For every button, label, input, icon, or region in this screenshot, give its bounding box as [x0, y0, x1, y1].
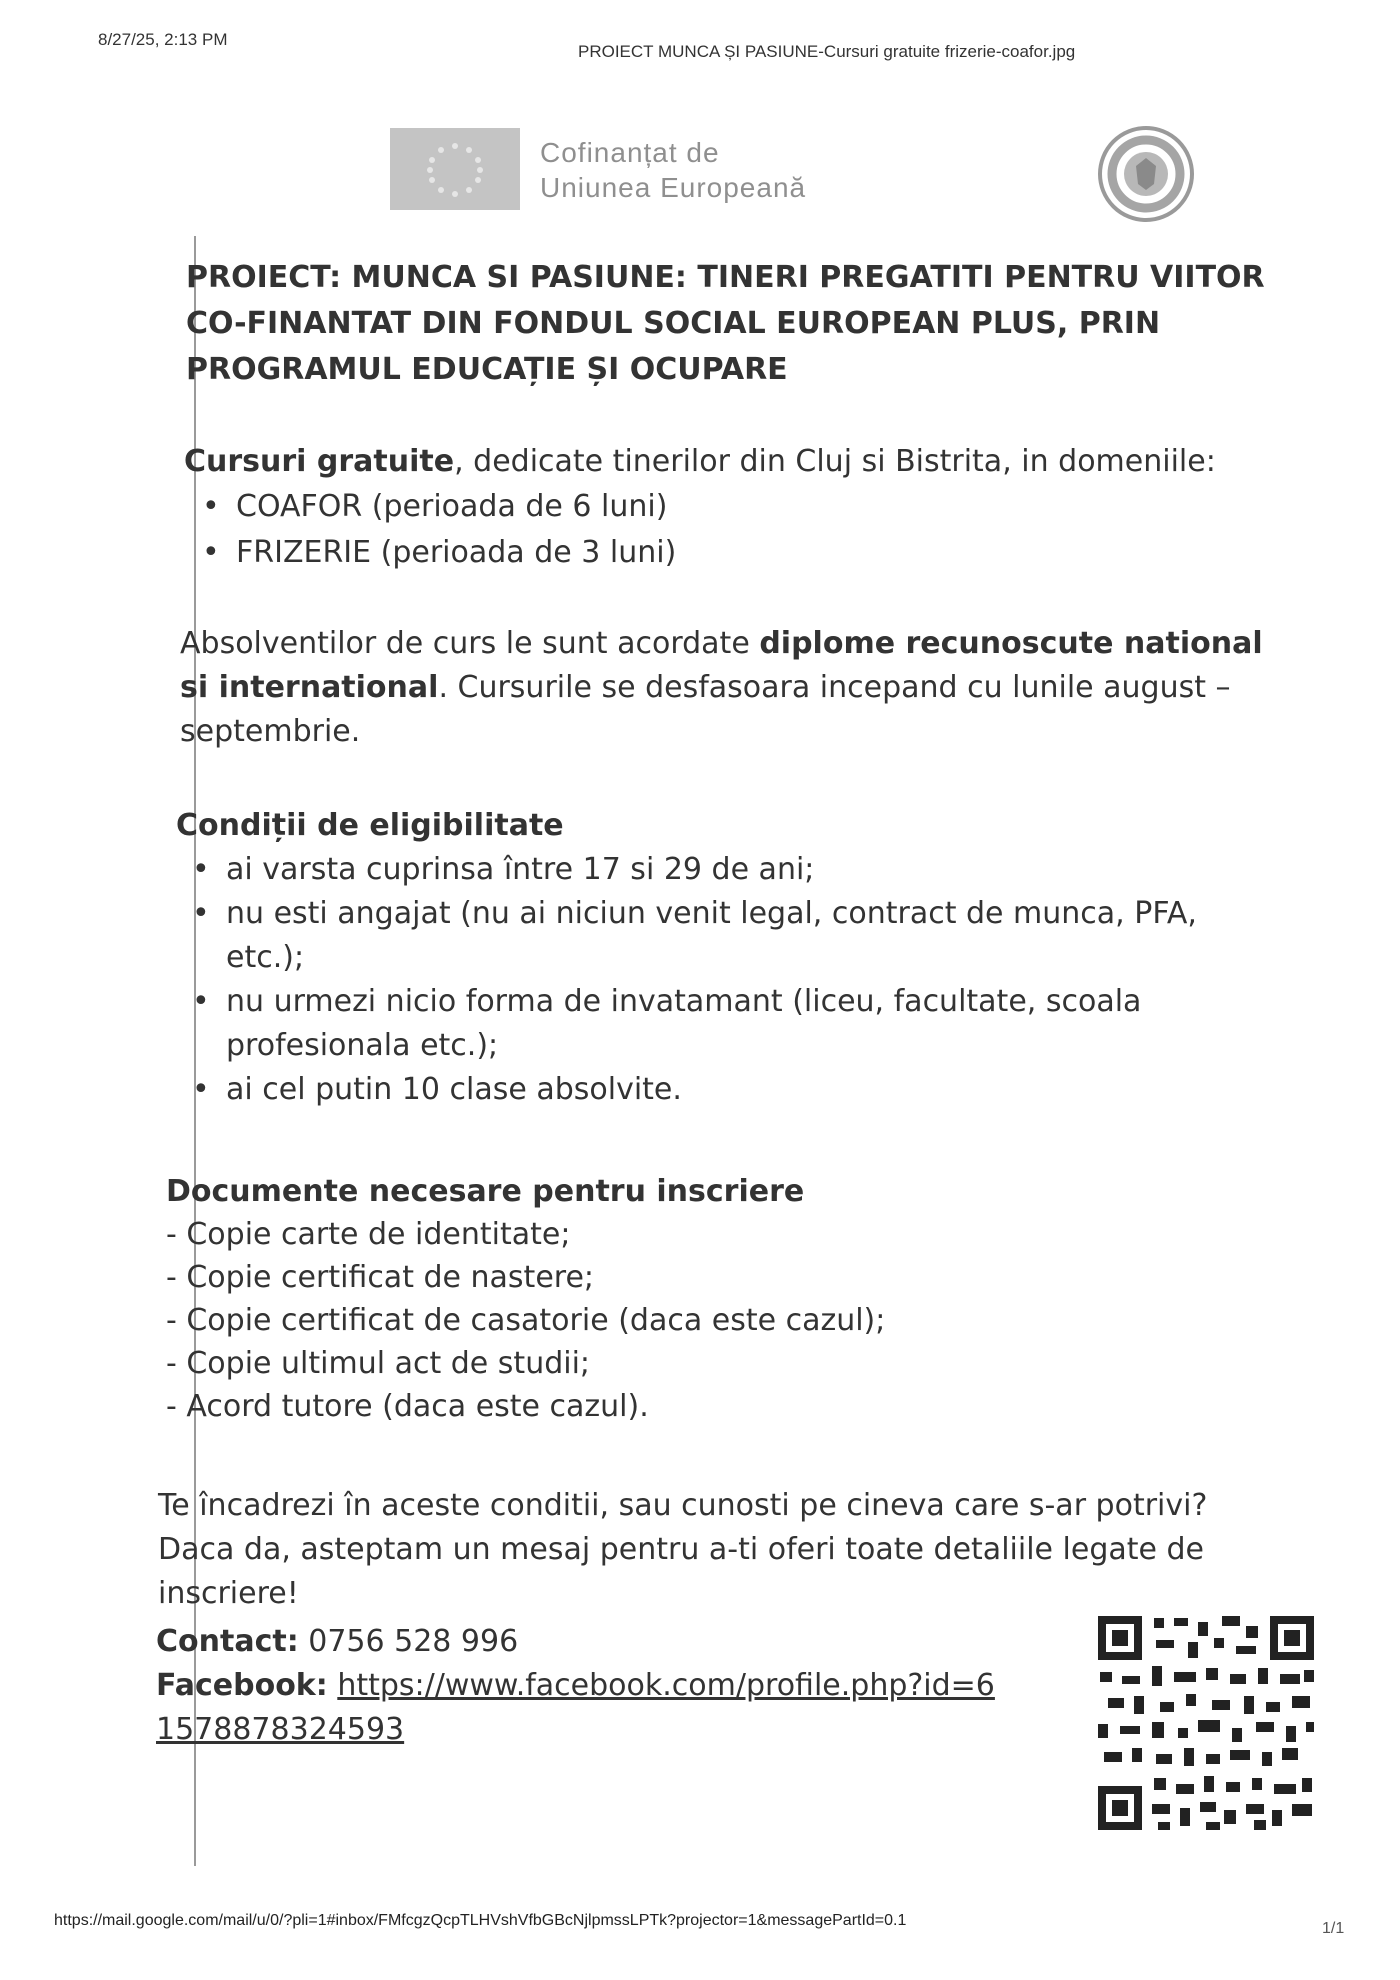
- print-filename: PROIECT MUNCA ȘI PASIUNE-Cursuri gratuite frizerie-coafor.jpg: [578, 42, 1076, 61]
- project-title: PROIECT: MUNCA SI PASIUNE: TINERI PREGATITI PENTRU VIITOR CO-FINANTAT DIN FONDUL SOCIAL EUROPEAN PLUS, PRIN PROGRAMUL EDUCAȚIE ȘI OCUPARE: [186, 260, 1265, 387]
- contact-facebook-label: Facebook:: [156, 1668, 328, 1703]
- print-datetime: 8/27/25, 2:13 PM: [98, 30, 228, 49]
- courses-list: [198, 484, 1294, 576]
- courses-lead-bold: Cursuri gratuite: [184, 444, 455, 479]
- diplomas-post: . Cursurile se desfasoara incepand cu lunile august – septembrie.: [180, 670, 1231, 749]
- document-item: - Copie certificat de nastere;: [166, 1260, 595, 1295]
- courses-lead-rest: , dedicate tinerilor din Cluj si Bistrita, in domeniile:: [454, 444, 1216, 479]
- eligibility-list: [188, 848, 1248, 1112]
- diplomas-bold: diplome recunoscute national si international: [180, 626, 1263, 705]
- contact-phone-label: Contact:: [156, 1624, 299, 1659]
- diplomas-paragraph: [180, 622, 1280, 754]
- course-item: • COAFOR (perioada de 6 luni): [198, 484, 1294, 530]
- eligibility-item: • nu urmezi nicio forma de invatamant (liceu, facultate, scoala profesionala etc.);: [188, 980, 1248, 1068]
- courses-intro: [184, 440, 1294, 484]
- document-item: - Acord tutore (daca este cazul).: [166, 1389, 649, 1424]
- documents-section: [166, 1170, 1266, 1428]
- eligibility-section: [176, 804, 1286, 1112]
- qr-code: [1094, 1612, 1318, 1834]
- facebook-link[interactable]: https://www.facebook.com/profile.php?id=61578878324593: [156, 1668, 995, 1747]
- contact-facebook-line: [156, 1664, 996, 1752]
- contact-phone-line: [156, 1620, 1056, 1664]
- government-seal-logo: [1098, 126, 1194, 222]
- document-item: - Copie ultimul act de studii;: [166, 1346, 591, 1381]
- eligibility-item: • ai cel putin 10 clase absolvite.: [188, 1068, 1248, 1112]
- document-item: - Copie carte de identitate;: [166, 1217, 571, 1252]
- closing-paragraph: Te încadrezi în aceste conditii, sau cunosti pe cineva care s-ar potrivi? Daca da, asteptam un mesaj pentru a-ti oferi toate detaliile legate de inscriere!: [158, 1488, 1208, 1611]
- print-page-number: 1/1: [1322, 1920, 1345, 1937]
- eu-text-line2: Uniunea Europeană: [540, 172, 807, 203]
- contact-phone[interactable]: 0756 528 996: [308, 1624, 519, 1659]
- eu-stars-icon: [390, 128, 520, 210]
- courses-section: [184, 440, 1294, 576]
- eu-text-line1: Cofinanțat de: [540, 137, 720, 168]
- documents-heading: Documente necesare pentru inscriere: [166, 1174, 805, 1209]
- contact-section: [156, 1620, 1056, 1752]
- eligibility-heading: Condiții de eligibilitate: [176, 808, 564, 843]
- eu-flag-logo: [390, 128, 520, 210]
- eu-cofinanced-text: [540, 135, 806, 205]
- document-item: - Copie certificat de casatorie (daca este cazul);: [166, 1303, 886, 1338]
- eligibility-item: • ai varsta cuprinsa între 17 si 29 de ani;: [188, 848, 1248, 892]
- diplomas-pre: Absolventilor de curs le sunt acordate: [180, 626, 760, 661]
- coat-of-arms-icon: [1102, 130, 1190, 218]
- qr-code-icon: [1094, 1612, 1318, 1834]
- course-item: • FRIZERIE (perioada de 3 luni): [198, 530, 1294, 576]
- eligibility-item: • nu esti angajat (nu ai niciun venit legal, contract de munca, PFA, etc.);: [188, 892, 1248, 980]
- print-footer-url: https://mail.google.com/mail/u/0/?pli=1#inbox/FMfcgzQcpTLHVshVfbGBcNjlpmssLPTk?projector=1&messagePartId=0.1: [54, 1912, 907, 1929]
